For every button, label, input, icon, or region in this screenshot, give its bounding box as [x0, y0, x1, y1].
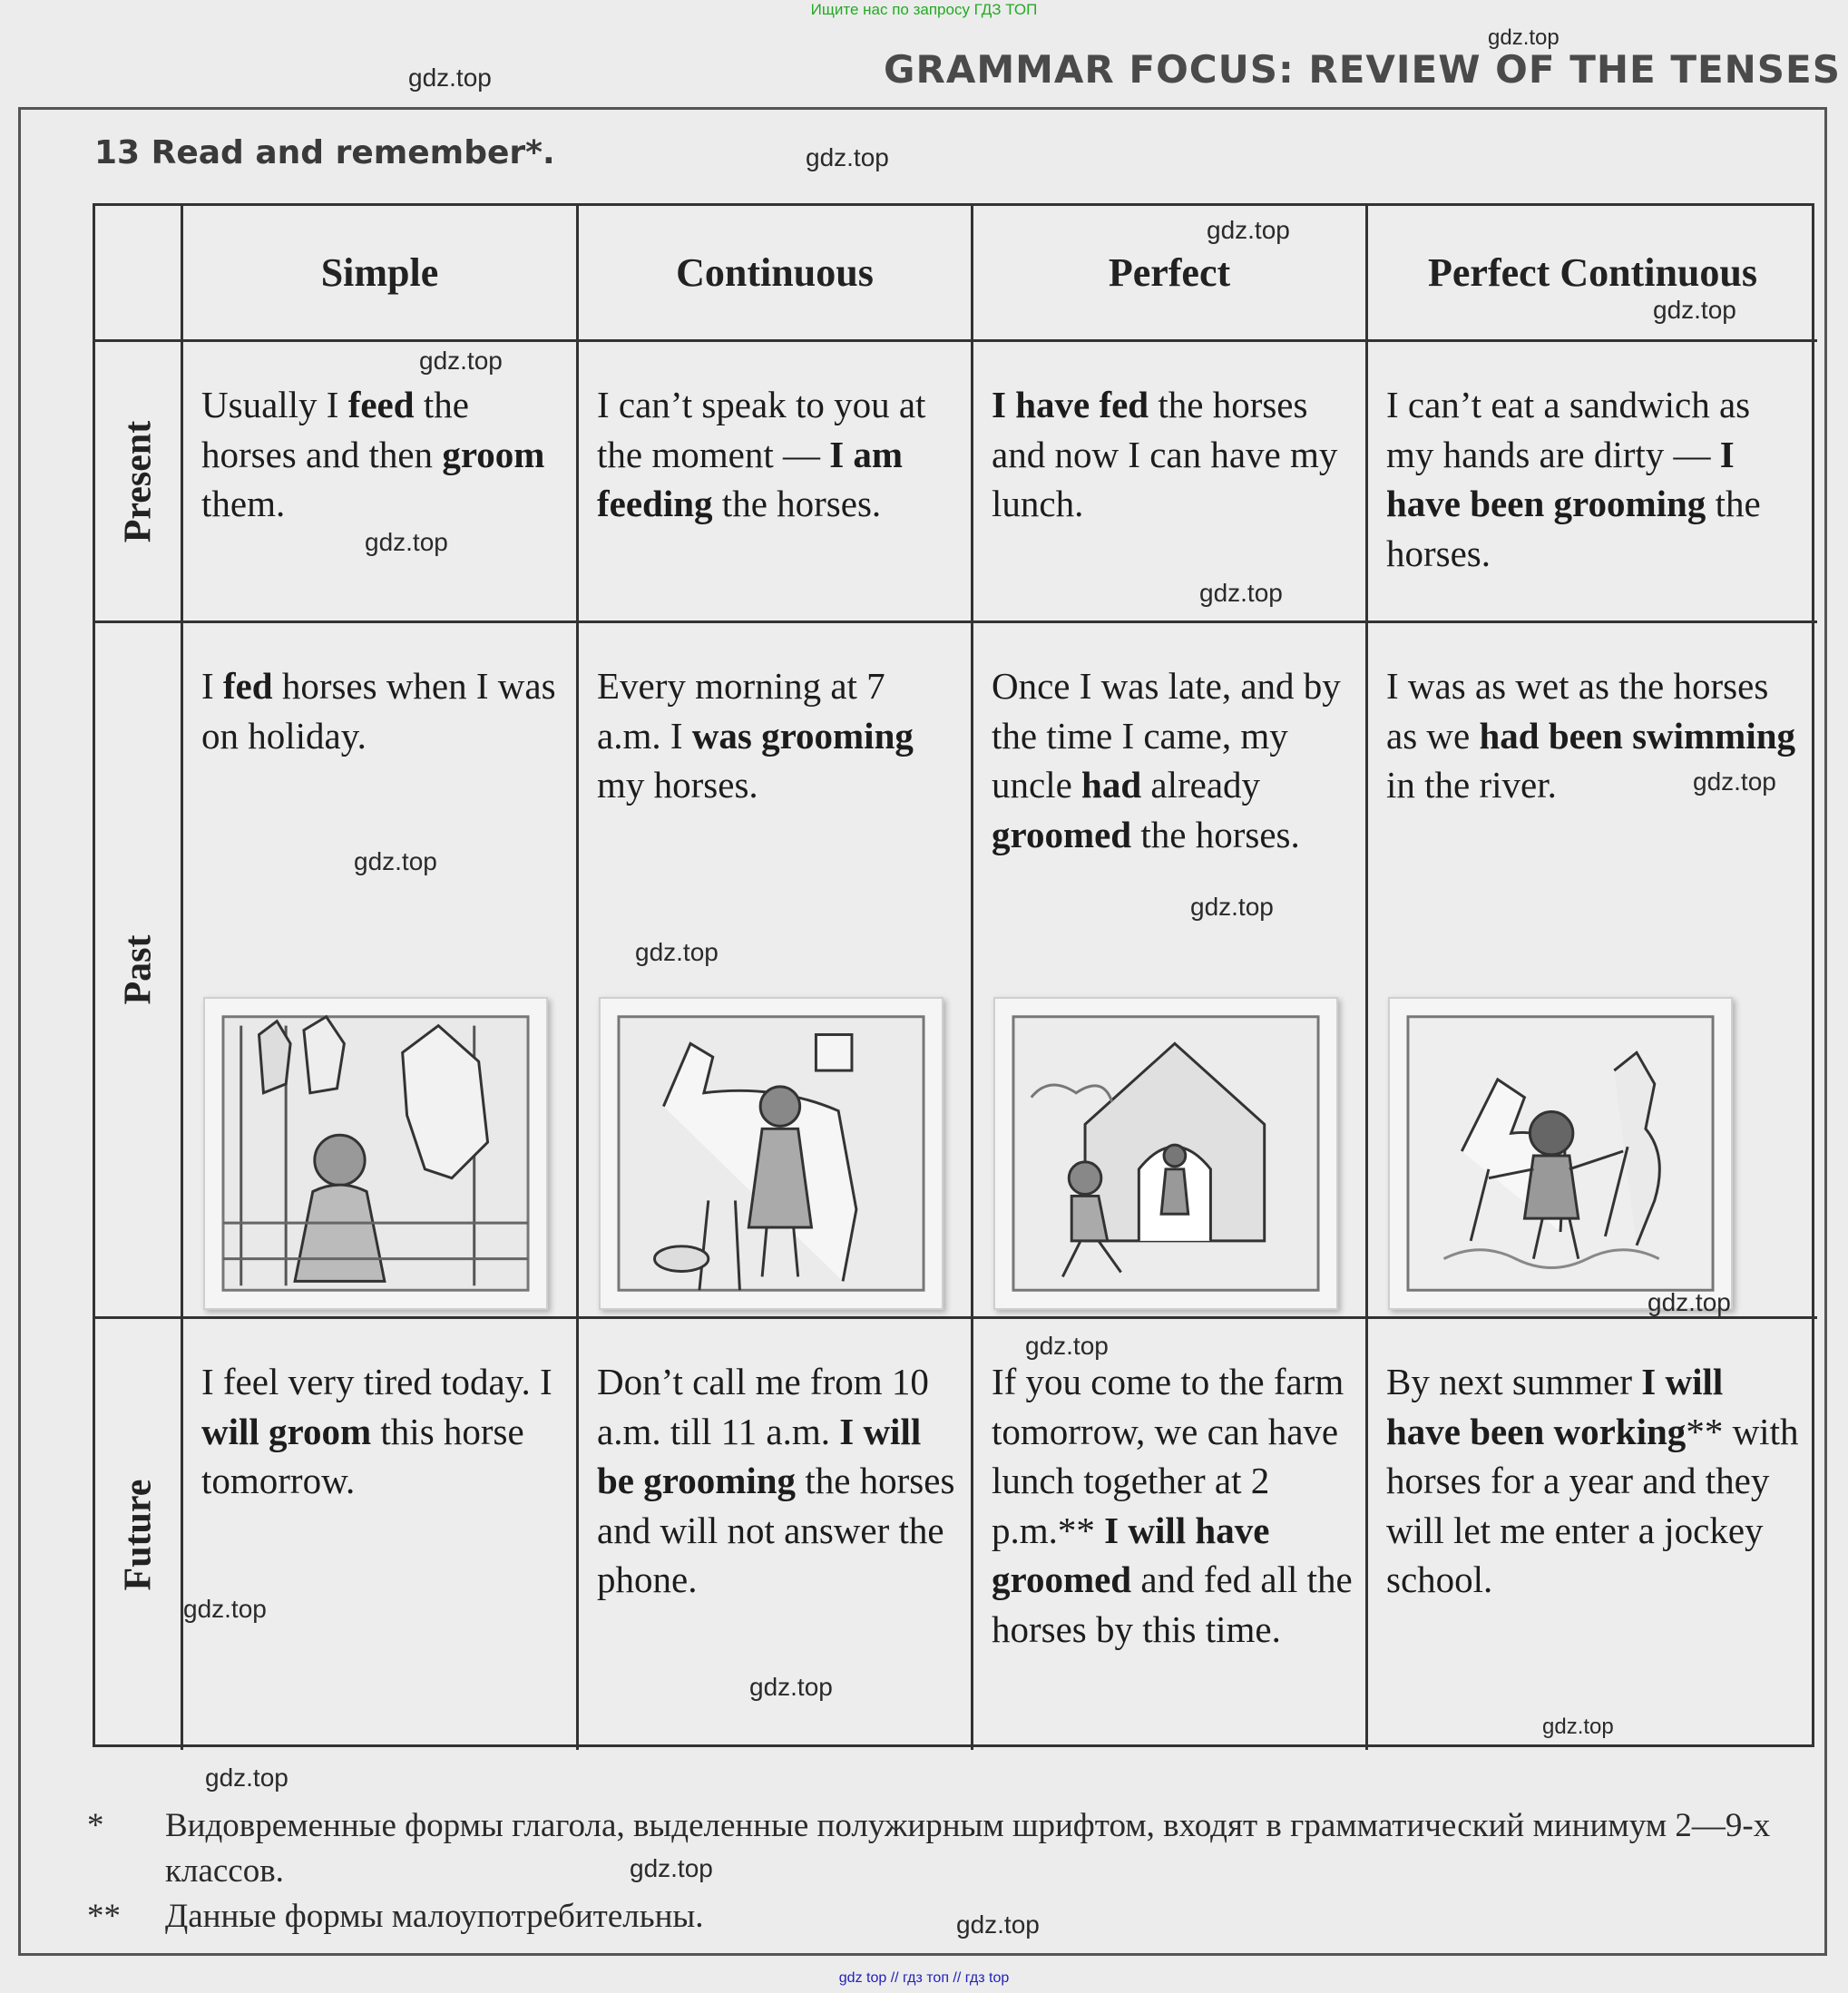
- sentence-text: and fed all the horses by this time.: [992, 1558, 1353, 1650]
- column-header-simple: Simple: [183, 206, 579, 342]
- watermark-text: gdz.top: [630, 1854, 713, 1882]
- watermark-text: gdz.top: [1653, 296, 1736, 324]
- bold-verb-form: had been swimming: [1479, 714, 1796, 757]
- table-cell: [973, 1319, 1368, 1750]
- sentence-text: the horses.: [1131, 813, 1300, 855]
- bold-verb-form: I have fed: [992, 384, 1149, 425]
- bold-verb-form: feed: [347, 384, 415, 425]
- sentence-text: the horses.: [712, 483, 882, 524]
- sentence-text: If you come to the farm tomorrow, we can have lunch together at 2 p.m.**: [992, 1361, 1344, 1551]
- bottom-banner[interactable]: gdz top // гдз топ // гдз top: [838, 1970, 1010, 1986]
- sentence-text: the horses and now I can have my lunch.: [992, 384, 1338, 524]
- sentence-text: horses when I was on holiday.: [201, 665, 556, 757]
- example-sentence: [183, 1319, 576, 1506]
- sentence-text: the horses and will not answer the phone.: [597, 1460, 955, 1600]
- bold-verb-form: groom: [442, 433, 545, 475]
- bold-verb-form: was grooming: [691, 714, 914, 757]
- watermark-text: gdz.top: [1488, 25, 1560, 50]
- sentence-text: the horses and then: [201, 384, 469, 475]
- table-cell: [183, 1319, 579, 1750]
- sentence-text: the horses.: [1386, 483, 1761, 574]
- watermark-text: gdz.top: [1648, 1288, 1731, 1316]
- sentence-text: I feel very tired today. I: [201, 1361, 552, 1402]
- bold-verb-form: I have been grooming: [1386, 433, 1735, 524]
- table-cell: [973, 342, 1368, 623]
- top-banner[interactable]: Ищите нас по запросу ГДЗ ТОП: [810, 1, 1038, 18]
- watermark-text: gdz.top: [1542, 1715, 1614, 1739]
- sentence-text: I can’t eat a sandwich as my hands are dirty —: [1386, 384, 1751, 475]
- watermark-text: gdz.top: [1199, 579, 1283, 607]
- row-header-past: [95, 623, 183, 1319]
- bold-verb-form: fed: [222, 665, 273, 707]
- bold-verb-form: I will have groomed: [992, 1509, 1270, 1600]
- bold-verb-form: I am feeding: [597, 433, 904, 524]
- watermark-text: gdz.top: [1025, 1332, 1109, 1360]
- tenses-table: [93, 203, 1814, 1747]
- table-cell: [1368, 623, 1817, 1319]
- sentence-text: in the river.: [1386, 764, 1557, 806]
- sentence-text: By next summer: [1386, 1361, 1642, 1402]
- boy-running-to-barn-illustration: [993, 997, 1338, 1310]
- boy-grooming-horse-illustration: [599, 997, 944, 1310]
- table-cell: [973, 623, 1368, 1319]
- footnote-mark: *: [87, 1807, 104, 1844]
- bold-verb-form: I will be grooming: [597, 1410, 922, 1501]
- row-label: Past: [117, 934, 159, 1005]
- watermark-text: gdz.top: [635, 938, 719, 966]
- bold-verb-form: groomed: [992, 813, 1132, 855]
- row-label: Future: [117, 1479, 160, 1590]
- watermark-text: gdz.top: [749, 1673, 833, 1701]
- sentence-text: Once I was late, and by the time I came, my uncle: [992, 665, 1341, 806]
- sentence-text: I can’t speak to you at the moment —: [597, 384, 926, 475]
- watermark-text: gdz.top: [408, 64, 492, 92]
- watermark-text: gdz.top: [1693, 767, 1776, 796]
- table-cell: [183, 623, 579, 1319]
- bold-verb-form: will groom: [201, 1410, 372, 1452]
- exercise-title: 13 Read and remember*.: [94, 134, 555, 171]
- row-label: Present: [117, 420, 160, 542]
- example-sentence: [579, 1319, 971, 1605]
- sentence-text: ** with horses for a year and they will let me enter a jockey school.: [1386, 1410, 1799, 1600]
- watermark-text: gdz.top: [956, 1910, 1040, 1939]
- table-cell: [1368, 342, 1817, 623]
- watermark-text: gdz.top: [183, 1595, 267, 1623]
- watermark-text: gdz.top: [205, 1763, 288, 1792]
- sentence-text: I: [201, 665, 223, 707]
- footnotes: [87, 1803, 1775, 1939]
- row-header-present: [95, 342, 183, 623]
- bold-verb-form: I will have been working: [1386, 1361, 1724, 1452]
- watermark-text: gdz.top: [1190, 893, 1274, 921]
- footnote-text: Видовременные формы глагола, выделенные полужирным шрифтом, входят в грамматический минимум 2—9-х классов.: [165, 1807, 1771, 1890]
- boy-feeding-horses-illustration: [203, 997, 548, 1310]
- sentence-text: Every morning at 7 a.m. I: [597, 665, 885, 757]
- bold-verb-form: had: [1081, 764, 1142, 806]
- footnote: [87, 1894, 1775, 1939]
- sentence-text: them.: [201, 483, 286, 524]
- column-header-perfect-continuous: Perfect Continuous: [1368, 206, 1817, 342]
- footnote: [87, 1803, 1775, 1894]
- sentence-text: my horses.: [597, 764, 758, 806]
- table-cell: [579, 342, 973, 623]
- sentence-text: I was as wet as the horses as we: [1386, 665, 1769, 757]
- watermark-text: gdz.top: [354, 847, 437, 875]
- example-sentence: [579, 342, 971, 529]
- sentence-text: already: [1141, 764, 1261, 806]
- footnote-mark: **: [87, 1898, 121, 1935]
- section-header-title: GRAMMAR FOCUS: REVIEW OF THE TENSES: [884, 47, 1841, 92]
- column-header-continuous: Continuous: [579, 206, 973, 342]
- example-sentence: [183, 623, 576, 760]
- example-sentence: [579, 623, 971, 810]
- boy-splashing-with-horses-illustration: [1388, 997, 1733, 1310]
- example-sentence: [973, 623, 1365, 859]
- example-sentence: [973, 1319, 1365, 1654]
- table-cell: [183, 342, 579, 623]
- column-header-perfect: Perfect: [973, 206, 1368, 342]
- watermark-text: gdz.top: [806, 143, 889, 171]
- sentence-text: Usually I: [201, 384, 348, 425]
- row-header-future: [95, 1319, 183, 1750]
- watermark-text: gdz.top: [1207, 216, 1290, 244]
- table-corner-cell: [95, 206, 183, 342]
- example-sentence: [1368, 1319, 1817, 1605]
- example-sentence: [1368, 342, 1817, 578]
- watermark-text: gdz.top: [365, 528, 448, 556]
- sentence-text: this horse tomorrow.: [201, 1410, 524, 1501]
- watermark-text: gdz.top: [419, 347, 503, 375]
- example-sentence: [973, 342, 1365, 529]
- table-cell: [579, 623, 973, 1319]
- example-sentence: [183, 342, 576, 529]
- sentence-text: Don’t call me from 10 a.m. till 11 a.m.: [597, 1361, 929, 1452]
- footnote-text: Данные формы малоупотребительны.: [165, 1898, 704, 1935]
- table-cell: [1368, 1319, 1817, 1750]
